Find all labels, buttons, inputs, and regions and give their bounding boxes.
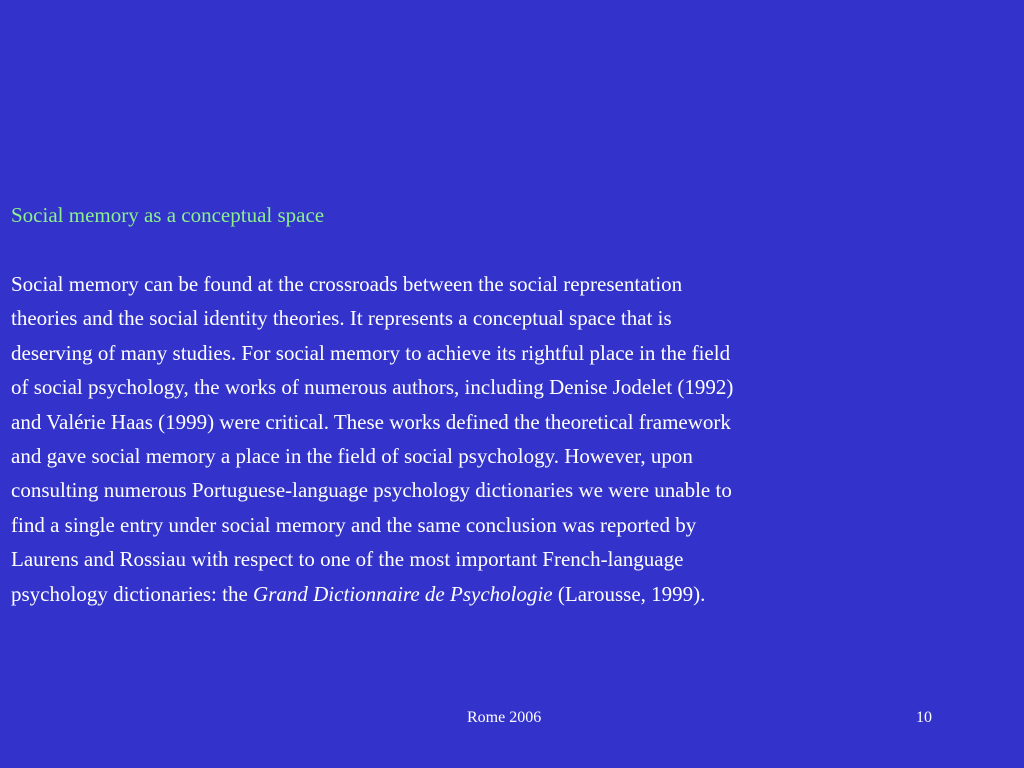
book-title: Grand Dictionnaire de Psychologie [253, 581, 553, 606]
slide-body [11, 267, 1011, 611]
body-line: and Valérie Haas (1999) were critical. These works defined the theoretical framework [11, 409, 731, 434]
body-line: theories and the social identity theories. It represents a conceptual space that is [11, 306, 672, 331]
body-line: deserving of many studies. For social memory to achieve its rightful place in the field [11, 340, 731, 365]
body-line: of social psychology, the works of numerous authors, including Denise Jodelet (1992) [11, 375, 734, 400]
body-line: and gave social memory a place in the field of social psychology. However, upon [11, 444, 693, 469]
body-line: consulting numerous Portuguese-language psychology dictionaries we were unable to [11, 478, 732, 503]
body-line: Social memory can be found at the crossroads between the social representation [11, 272, 683, 296]
slide-title: Social memory as a conceptual space [11, 203, 325, 227]
page-number: 10 [916, 709, 932, 726]
body-text: (Larousse, 1999). [552, 581, 706, 606]
body-line-last [11, 577, 1011, 611]
footer-location-date: Rome 2006 [467, 709, 542, 726]
body-line: Laurens and Rossiau with respect to one of the most important French-language [11, 547, 684, 572]
body-text: psychology dictionaries: the [11, 581, 254, 606]
body-line: find a single entry under social memory and the same conclusion was reported by [11, 512, 697, 537]
